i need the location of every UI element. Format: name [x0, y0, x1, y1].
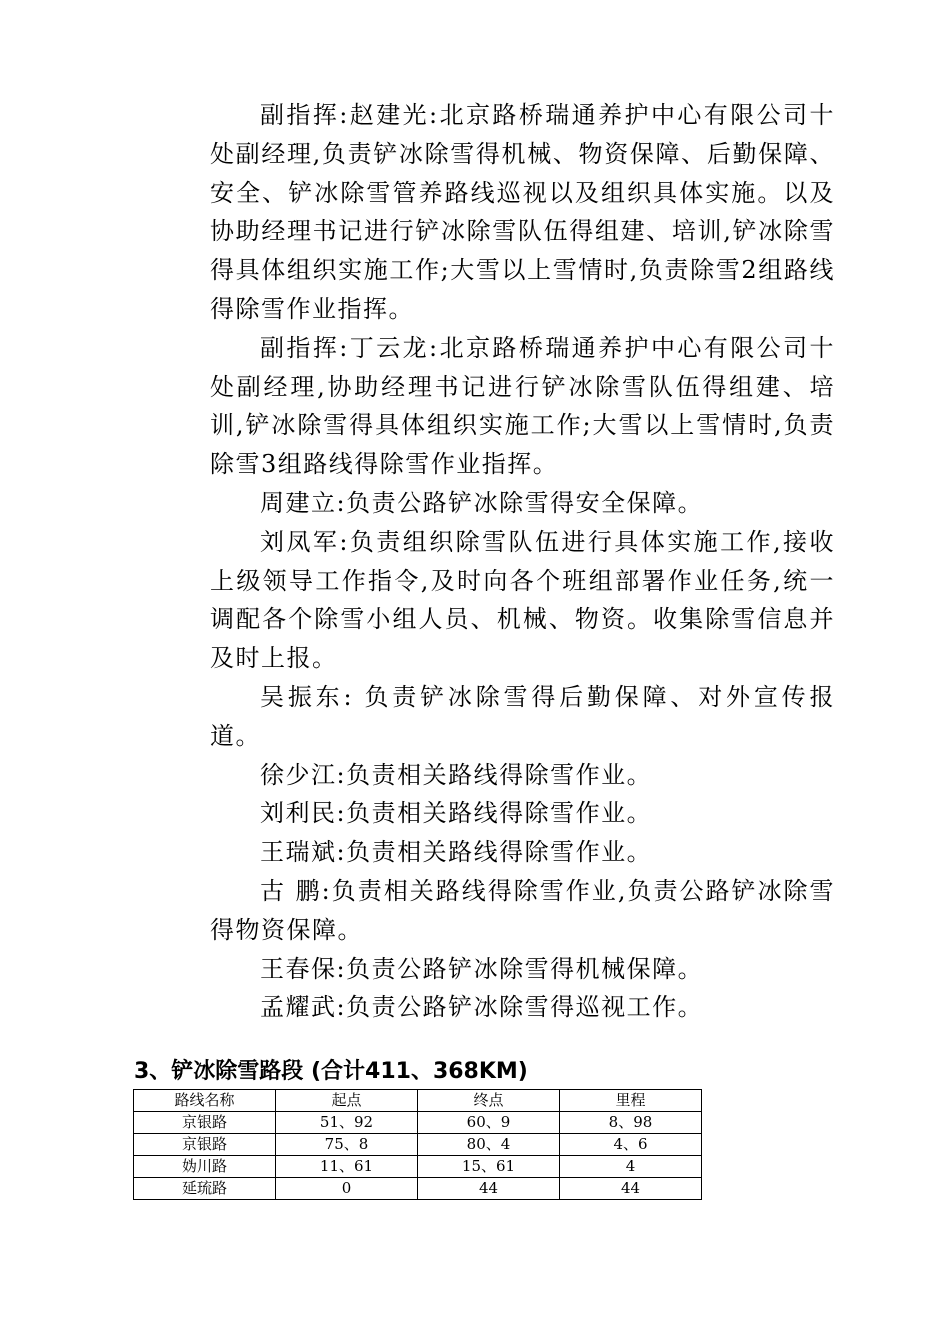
cell-start: 51、92 [276, 1112, 418, 1134]
cell-route-name: 京银路 [134, 1112, 276, 1134]
paragraph-meng: 孟耀武:负责公路铲冰除雪得巡视工作。 [260, 993, 704, 1022]
paragraph-xu: 徐少江:负责相关路线得除雪作业。 [260, 760, 653, 789]
header-route-name: 路线名称 [134, 1090, 276, 1112]
cell-route-name: 延琉路 [134, 1178, 276, 1200]
cell-start: 11、61 [276, 1156, 418, 1178]
cell-mileage: 44 [560, 1178, 702, 1200]
paragraph-liu-limin: 刘利民:负责相关路线得除雪作业。 [260, 799, 653, 828]
paragraph-liu-fengjun: 刘凤军:负责组织除雪队伍进行具体实施工作,接收上级领导工作指令,及时向各个班组部署作业任务,统一调配各个除雪小组人员、机械、物资。收集除雪信息并及时上报。 [210, 527, 835, 673]
cell-start: 75、8 [276, 1134, 418, 1156]
cell-mileage: 4、6 [560, 1134, 702, 1156]
table-row [134, 1134, 702, 1156]
route-table [133, 1089, 702, 1200]
paragraph-deputy-ding: 副指挥:丁云龙:北京路桥瑞通养护中心有限公司十处副经理,协助经理书记进行铲冰除雪队伍得组建、培训,铲冰除雪得具体组织实施工作;大雪以上雪情时,负责除雪3组路线得除雪作业指挥。 [210, 333, 835, 479]
header-end: 终点 [418, 1090, 560, 1112]
paragraph-deputy-zhao: 副指挥:赵建光:北京路桥瑞通养护中心有限公司十处副经理,负责铲冰除雪得机械、物资保障、后勤保障、安全、铲冰除雪管养路线巡视以及组织具体实施。以及协助经理书记进行铲冰除雪队伍得组建、培训,铲冰除雪得具体组织实施工作;大雪以上雪情时,负责除雪2组路线得除雪作业指挥。 [210, 101, 835, 323]
paragraph-gu: 古 鹏:负责相关路线得除雪作业,负责公路铲冰除雪得物资保障。 [210, 876, 835, 944]
cell-route-name: 京银路 [134, 1134, 276, 1156]
cell-end: 80、4 [418, 1134, 560, 1156]
cell-mileage: 4 [560, 1156, 702, 1178]
cell-end: 60、9 [418, 1112, 560, 1134]
cell-route-name: 妫川路 [134, 1156, 276, 1178]
header-mileage: 里程 [560, 1090, 702, 1112]
paragraph-wang-ruibin: 王瑞斌:负责相关路线得除雪作业。 [260, 838, 653, 867]
cell-end: 44 [418, 1178, 560, 1200]
body-text [210, 96, 835, 1027]
paragraph-zhou: 周建立:负责公路铲冰除雪得安全保障。 [260, 488, 704, 517]
cell-end: 15、61 [418, 1156, 560, 1178]
cell-start: 0 [276, 1178, 418, 1200]
table-row [134, 1156, 702, 1178]
table-row [134, 1112, 702, 1134]
header-start: 起点 [276, 1090, 418, 1112]
table-header-row [134, 1090, 702, 1112]
cell-mileage: 8、98 [560, 1112, 702, 1134]
section-heading: 3、铲冰除雪路段 (合计411、368KM) [134, 1059, 528, 1084]
paragraph-wu: 吴振东: 负责铲冰除雪得后勤保障、对外宣传报道。 [210, 682, 835, 750]
table-row [134, 1178, 702, 1200]
paragraph-wang-chunbao: 王春保:负责公路铲冰除雪得机械保障。 [260, 954, 704, 983]
